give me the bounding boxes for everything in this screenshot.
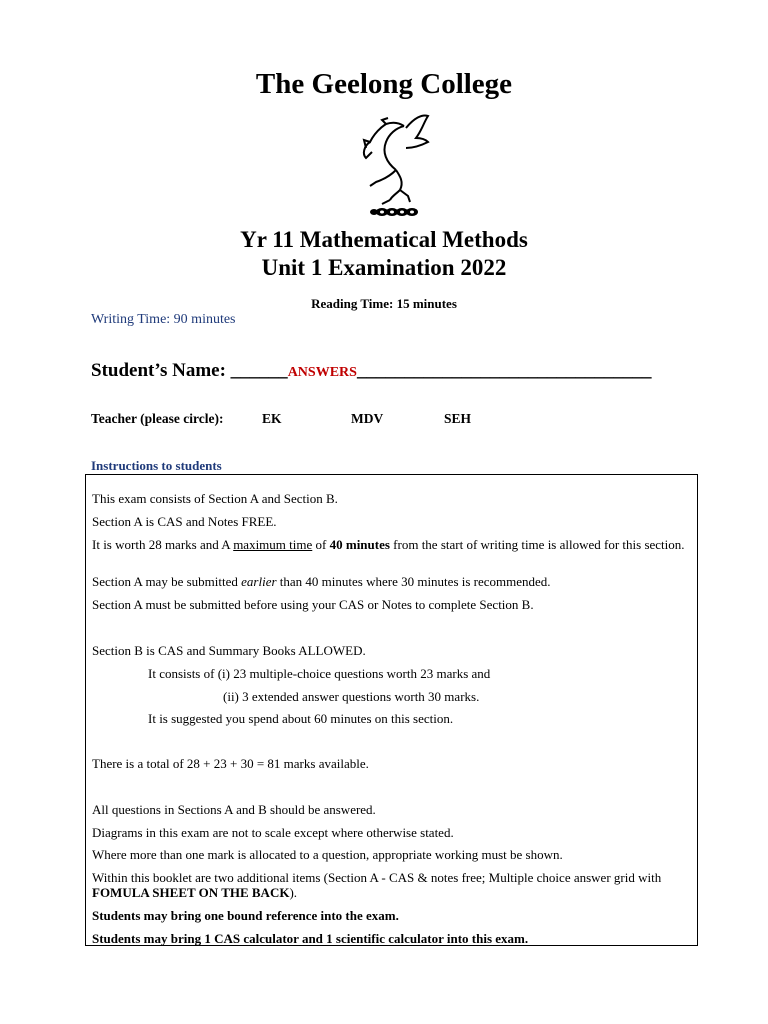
instruction-line: Section A must be submitted before using your CAS or Notes to complete Section B. [92,597,534,612]
instruction-line: Within this booklet are two additional items (Section A - CAS & notes free; Multiple choice answer grid with FOMULA SHEET ON THE BACK). [92,870,662,900]
instructions-heading: Instructions to students [91,458,222,473]
instruction-line: Section A may be submitted earlier than 40 minutes where 30 minutes is recommended. [92,574,551,589]
instruction-line: There is a total of 28 + 23 + 30 = 81 marks available. [92,756,369,771]
instruction-line: It is worth 28 marks and A maximum time of 40 minutes from the start of writing time is allowed for this section. [92,537,685,552]
instruction-line: Where more than one mark is allocated to a question, appropriate working must be shown. [92,847,563,862]
teacher-option-seh[interactable]: SEH [444,411,472,426]
instruction-line: Students may bring one bound reference into the exam. [92,908,399,923]
instruction-line: Section A is CAS and Notes FREE. [92,514,277,529]
instruction-line: This exam consists of Section A and Section B. [92,491,338,506]
instruction-line: Section B is CAS and Summary Books ALLOWED. [92,643,366,658]
subject-line-2: Unit 1 Examination 2022 [261,255,507,280]
school-name: The Geelong College [255,68,513,100]
student-name-field[interactable] [91,360,651,382]
student-name-label: Student’s Name: ______ [91,360,288,381]
instruction-line: It is suggested you spend about 60 minutes on this section. [148,711,454,726]
pegasus-crest-icon [352,112,432,222]
exam-title [0,226,768,282]
teacher-label: Teacher (please circle): [91,411,224,426]
subject-line-1: Yr 11 Mathematical Methods [240,227,528,252]
instruction-line: Diagrams in this exam are not to scale except where otherwise stated. [92,825,454,840]
reading-time: Reading Time: 15 minutes [311,296,457,311]
writing-time: Writing Time: 90 minutes [91,312,236,327]
instructions-box [85,474,698,946]
student-name-value: ANSWERS [287,365,357,380]
instruction-line: (ii) 3 extended answer questions worth 30 marks. [223,689,480,704]
student-name-line: _______________________________ [356,360,652,381]
teacher-option-mdv[interactable]: MDV [351,411,384,426]
instruction-line: All questions in Sections A and B should be answered. [92,802,376,817]
instruction-line: Students may bring 1 CAS calculator and 1 scientific calculator into this exam. [92,931,529,946]
instruction-line: It consists of (i) 23 multiple-choice questions worth 23 marks and [148,666,491,681]
teacher-option-ek[interactable]: EK [262,411,282,426]
